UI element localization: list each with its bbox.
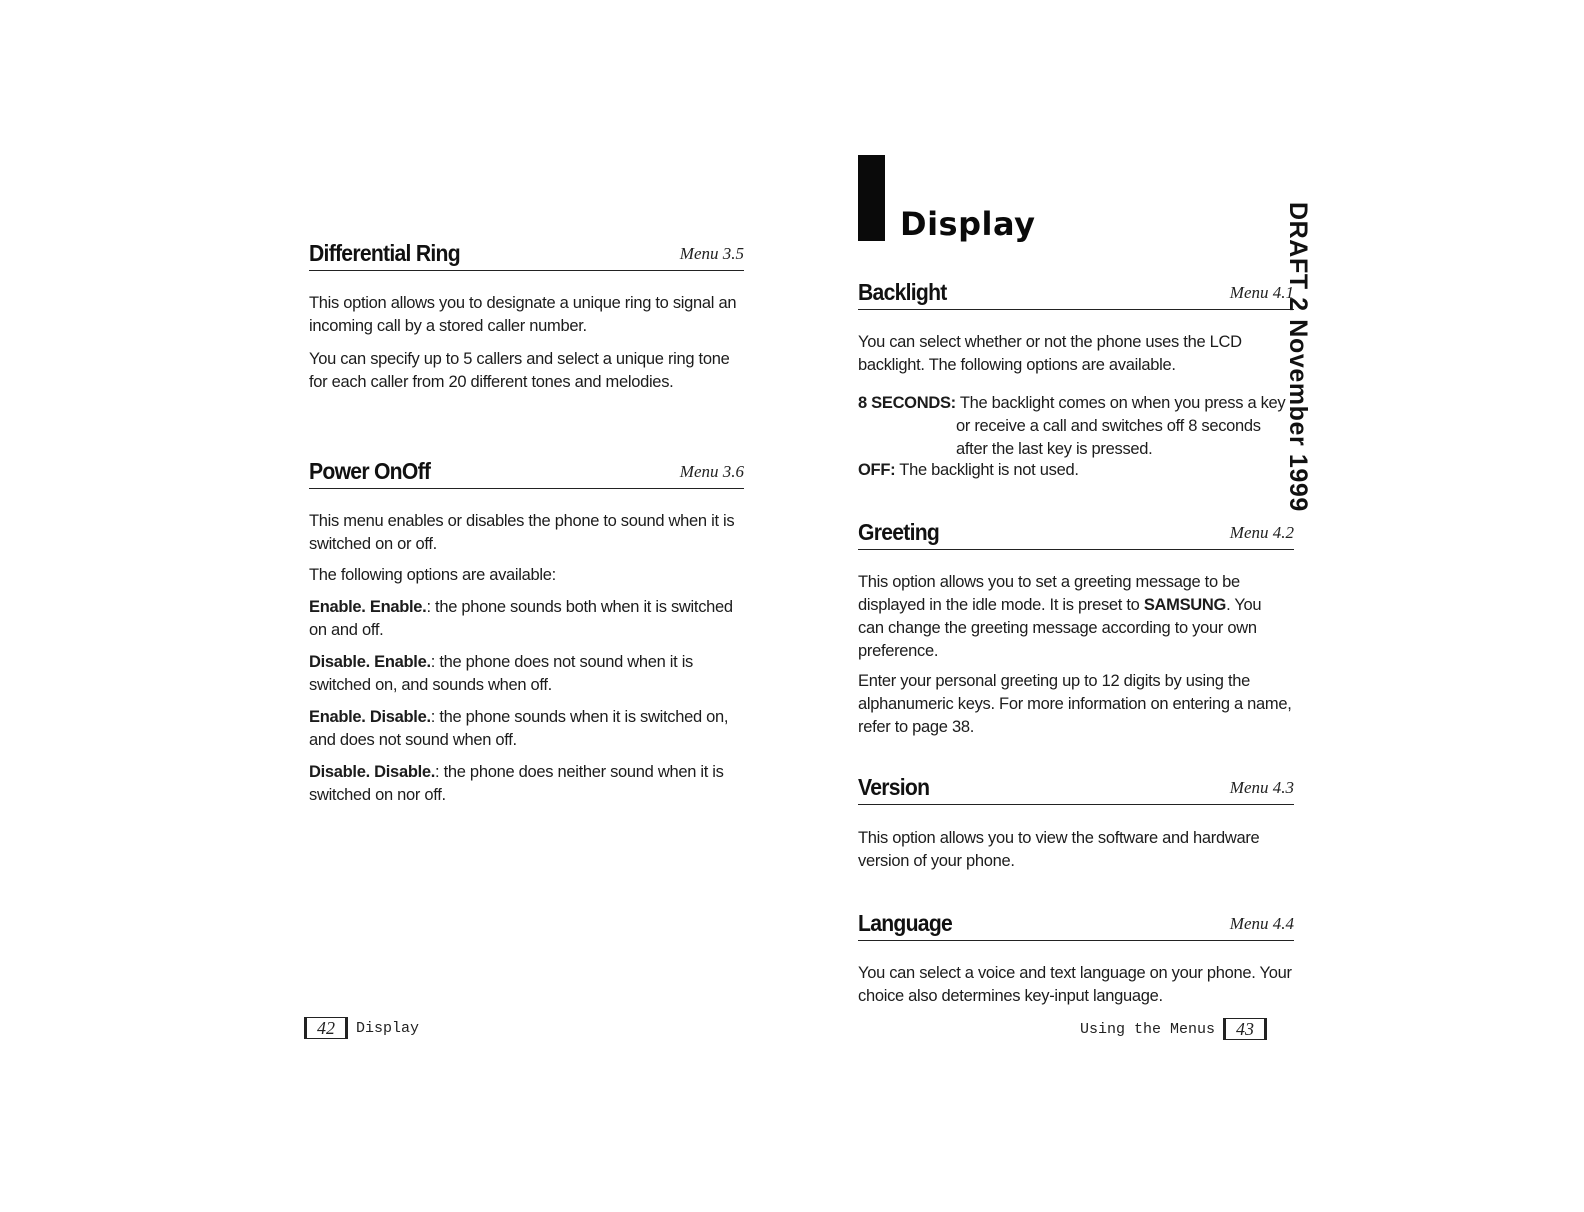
backlight-option-off-label: OFF:	[858, 461, 896, 479]
power-option-disable-disable	[309, 761, 744, 807]
backlight-option-8-seconds-line-3: after the last key is pressed.	[956, 440, 1153, 458]
power-option-enable-disable	[309, 706, 744, 752]
backlight-menu-ref: Menu 4.1	[1229, 283, 1294, 302]
greeting-text-before: This option allows you to set a greeting message to be displayed in the idle mode. It is preset to	[858, 573, 1240, 614]
option-text: : the phone does not sound when it is switched on, and sounds when off.	[309, 653, 694, 694]
greeting-paragraph-1	[858, 571, 1270, 663]
language-menu-ref: Menu 4.4	[1229, 914, 1294, 933]
greeting-menu-ref: Menu 4.2	[1229, 523, 1294, 542]
left-page-footer	[304, 1017, 419, 1039]
language-header	[858, 904, 1294, 941]
power-onoff-title: Power OnOff	[309, 458, 431, 484]
backlight-title: Backlight	[858, 279, 947, 305]
chapter-marker-bar	[858, 155, 885, 241]
version-menu-ref: Menu 4.3	[1229, 778, 1294, 797]
version-header	[858, 768, 1294, 805]
language-title: Language	[858, 910, 953, 936]
power-onoff-menu-ref: Menu 3.6	[679, 462, 744, 481]
differential-ring-title: Differential Ring	[309, 240, 460, 266]
power-onoff-options-intro: The following options are available:	[309, 566, 556, 584]
option-label: Enable. Disable.	[309, 708, 431, 726]
option-label: Disable. Disable.	[309, 763, 436, 781]
power-onoff-intro: This menu enables or disables the phone to sound when it is switched on or off.	[309, 512, 735, 553]
backlight-option-off	[858, 459, 1294, 482]
greeting-text-after: . You can change the greeting message according to your own preference.	[858, 596, 1262, 660]
differential-ring-paragraph-2: You can specify up to 5 callers and select a unique ring tone for each caller from 20 different tones and melodies.	[309, 350, 730, 391]
left-page-number: 42	[304, 1017, 348, 1039]
greeting-paragraph-2: Enter your personal greeting up to 12 digits by using the alphanumeric keys. For more information on entering a name, refer to page 38.	[858, 672, 1292, 736]
differential-ring-paragraph-1: This option allows you to designate a unique ring to signal an incoming call by a stored caller number.	[309, 294, 737, 335]
differential-ring-header	[309, 234, 744, 271]
backlight-option-8-seconds	[858, 392, 1294, 461]
draft-watermark	[1283, 202, 1313, 512]
greeting-preset-value: SAMSUNG	[1143, 596, 1227, 614]
option-text: : the phone does neither sound when it is switched on nor off.	[309, 763, 724, 804]
power-option-disable-enable	[309, 651, 744, 697]
version-title: Version	[858, 774, 930, 800]
backlight-header	[858, 273, 1294, 310]
version-paragraph: This option allows you to view the software and hardware version of your phone.	[858, 829, 1260, 870]
draft-watermark-text: DRAFT 2 November 1999	[1284, 202, 1312, 512]
greeting-header	[858, 513, 1294, 550]
chapter-title: Display	[900, 205, 1036, 243]
right-page-number: 43	[1223, 1018, 1267, 1040]
backlight-option-8-seconds-line-2: or receive a call and switches off 8 seconds	[956, 417, 1261, 435]
backlight-option-8-seconds-line-1: The backlight comes on when you press a key	[959, 394, 1286, 412]
greeting-title: Greeting	[858, 519, 940, 545]
backlight-option-8-seconds-label: 8 SECONDS:	[858, 394, 956, 412]
backlight-option-off-text: The backlight is not used.	[899, 461, 1079, 479]
option-text: : the phone sounds both when it is switched on and off.	[309, 598, 733, 639]
right-footer-label: Using the Menus	[1080, 1020, 1216, 1038]
power-option-enable-enable	[309, 596, 744, 642]
option-label: Disable. Enable.	[309, 653, 431, 671]
right-page-footer	[1080, 1018, 1267, 1040]
differential-ring-menu-ref: Menu 3.5	[679, 244, 744, 263]
left-footer-label: Display	[356, 1019, 420, 1037]
power-onoff-header	[309, 452, 744, 489]
language-paragraph: You can select a voice and text language on your phone. Your choice also determines key-input language.	[858, 964, 1292, 1005]
option-text: : the phone sounds when it is switched on, and does not sound when off.	[309, 708, 729, 749]
backlight-intro: You can select whether or not the phone uses the LCD backlight. The following options are available.	[858, 333, 1242, 374]
option-label: Enable. Enable.	[309, 598, 427, 616]
